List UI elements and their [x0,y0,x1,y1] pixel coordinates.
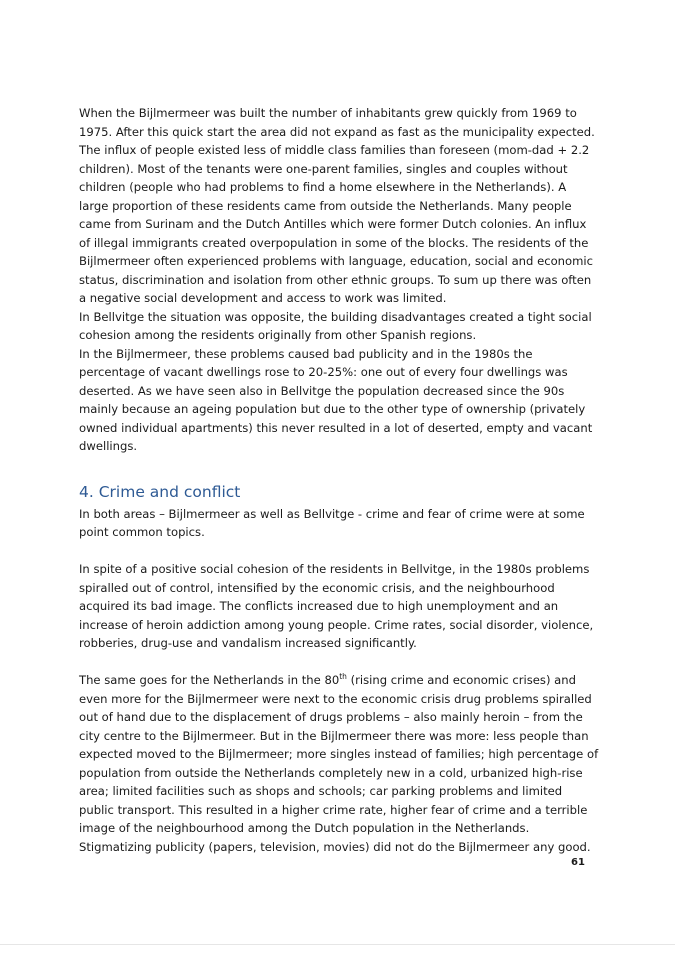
paragraph-bellvitge-cohesion: In Bellvitge the situation was opposite, the building disadvantages created a tight social cohesion among the residents originally from other Spanish regions. [79,309,592,342]
superscript: th [339,672,347,682]
text-run: The same goes for the Netherlands in the 80 [79,673,340,687]
document-body [79,104,599,856]
paragraph-bellvitge-crime: In spite of a positive social cohesion of the residents in Bellvitge, in the 1980s problems spiralled out of control, intensified by the economic crisis, and the neighbourhood acquired its bad image. The conflicts increased due to high unemployment and an increase of heroin addiction among young people. Crime rates, social disorder, violence, robberies, drug-use and vandalism increased significantly. [79,562,594,650]
text-run: (rising crime and economic crises) and even more for the Bijlmermeer were next to the economic crisis drug problems spiralled out of hand due to the displacement of drugs problems – also mainly heroin – from the city centre to the Bijlmermeer. But in the Bijlmermeer there was more: less people than expected moved to the Bijlmermeer; more singles instead of families; high percentage of population from outside the Netherlands completely new in a cold, urbanized high-rise area; limited facilities such as shops and schools; car parking problems and limited public transport. This resulted in a higher crime rate, higher fear of crime and a terrible image of the neighbourhood among the Dutch population in the Netherlands. Stigmatizing publicity (papers, television, movies) did not do the Bijlmermeer any good. [79,673,599,854]
page-number: 61 [571,857,585,868]
paragraph-crime-common: In both areas – Bijlmermeer as well as Bellvitge - crime and fear of crime were at some point common topics. [79,506,585,539]
paragraph-netherlands-crime [79,671,599,856]
paragraph-spacer [79,653,599,672]
paragraph-spacer [79,542,599,561]
section-heading: 4. Crime and conflict [79,482,241,501]
paragraph-vacant-dwellings: In the Bijlmermeer, these problems caused bad publicity and in the 1980s the percentage of vacant dwellings rose to 20-25%: one out of every four dwellings was deserted. As we have seen also in Bellvitge the population decreased since the 90s mainly because an ageing population but due to the other type of ownership (privately owned individual apartments) this never resulted in a lot of deserted, empty and vacant dwellings. [79,346,593,453]
page-edge-divider [0,944,675,945]
paragraph-bijlmermeer-growth: When the Bijlmermeer was built the number of inhabitants grew quickly from 1969 to 1975. After this quick start the area did not expand as fast as the municipality expected. The influx of people existed less of middle class families than foreseen (mom-dad + 2.2 children). Most of the tenants were one-parent families, singles and couples without children (people who had problems to find a home elsewhere in the Netherlands). A large proportion of these residents came from outside the Netherlands. Many people came from Surinam and the Dutch Antilles which were former Dutch colonies. An influx of illegal immigrants created overpopulation in some of the blocks. The residents of the Bijlmermeer often experienced problems with language, education, social and economic status, discrimination and isolation from other ethnic groups. To sum up there was often a negative social development and access to work was limited. [79,106,595,305]
